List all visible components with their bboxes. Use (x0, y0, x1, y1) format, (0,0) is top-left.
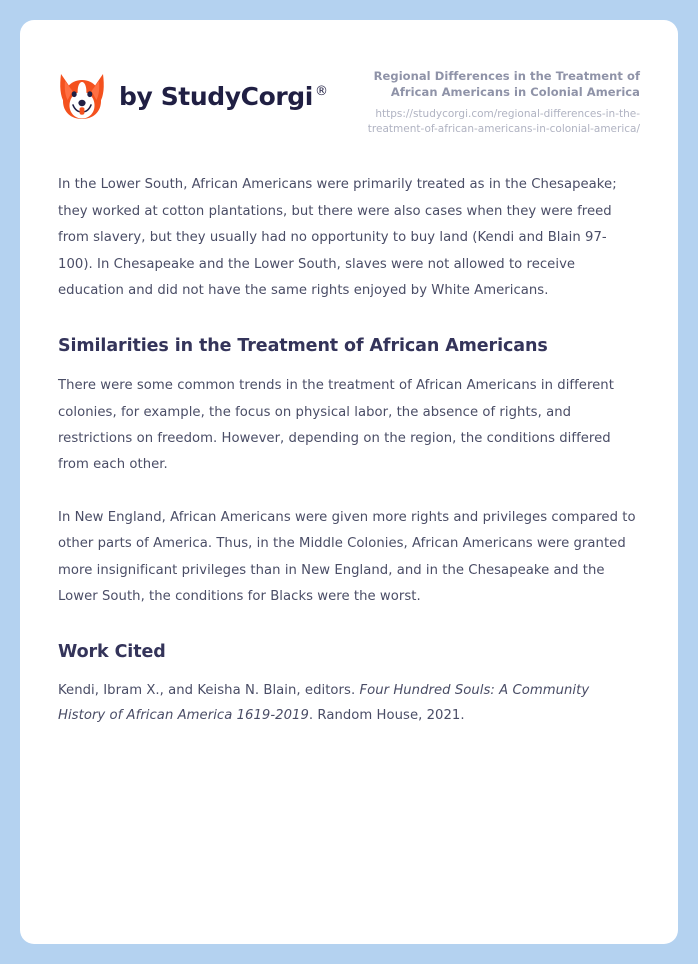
citation-work-title: Four Hundred Souls: A Community History of African America 1619-2019 (58, 683, 590, 723)
document-header (20, 20, 678, 136)
citation-authors: Kendi, Ibram X., and Keisha N. Blain, editors. (58, 683, 360, 699)
header-source-url[interactable]: https://studycorgi.com/regional-differences-in-the-treatment-of-african-americans-in-colonial-america/ (367, 107, 640, 135)
studycorgi-brand[interactable] (58, 60, 328, 122)
paragraph-3: In New England, African Americans were given more rights and privileges compared to other parts of America. Thus, in the Middle Colonies, African Americans were granted more insignificant privileges than in New England, and in the Chesapeake and the Lower South, the conditions for Blacks were the worst. (58, 509, 636, 605)
section-heading-work-cited: Work Cited (58, 641, 166, 662)
document-body (20, 172, 678, 728)
corgi-face-icon (58, 70, 106, 122)
section-heading-similarities: Similarities in the Treatment of African Americans (58, 335, 548, 356)
brand-wordmark (119, 81, 328, 111)
brand-wordmark-text: by StudyCorgi (119, 81, 313, 111)
citation-entry (58, 679, 640, 728)
paragraph-2: There were some common trends in the treatment of African Americans in different colonies, for example, the focus on physical labor, the absence of rights, and restrictions on freedom. However, depending on the region, the conditions differed from each other. (58, 378, 614, 473)
paragraph-1: In the Lower South, African Americans were primarily treated as in the Chesapeake; they worked at cotton plantations, but there were also cases when they were freed from slavery, but they usually had no opportunity to buy land (Kendi and Blain 97-100). In Chesapeake and the Lower South, slaves were not allowed to receive education and did not have the same rights enjoyed by White Americans. (58, 177, 617, 299)
registered-trademark-icon: ® (314, 84, 328, 100)
document-page-card (20, 20, 678, 944)
header-meta (340, 60, 640, 136)
header-document-title: Regional Differences in the Treatment of African Americans in Colonial America (373, 69, 640, 100)
citation-publisher: . Random House, 2021. (308, 707, 465, 723)
